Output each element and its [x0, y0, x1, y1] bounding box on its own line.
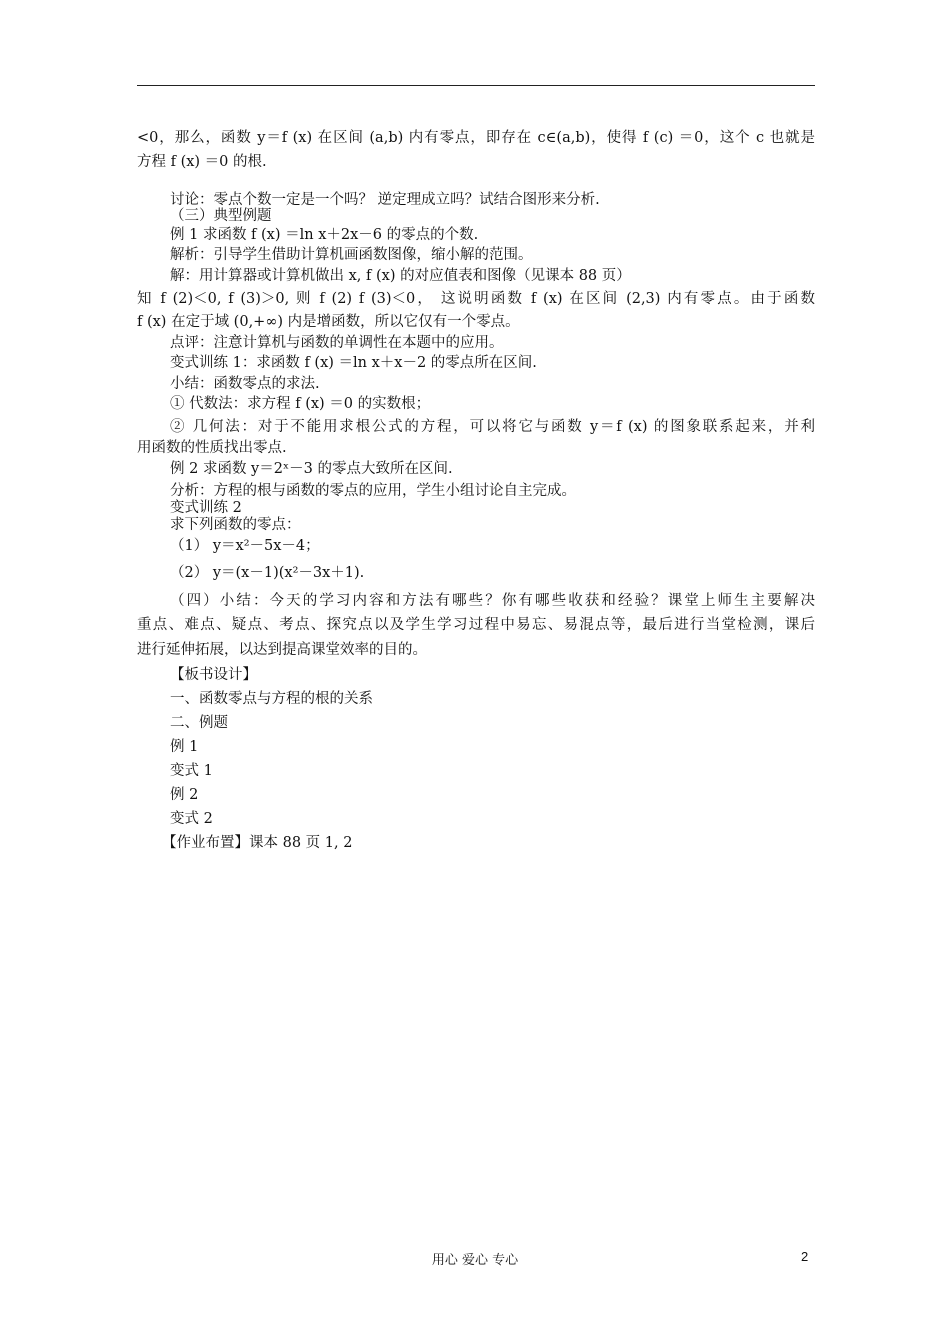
text-line: 二、例题 — [170, 715, 228, 731]
text-line: 解析：引导学生借助计算机画函数图像，缩小解的范围。 — [170, 247, 533, 263]
header-rule — [137, 85, 815, 86]
text-line: 例 2 — [170, 787, 199, 803]
text-line: 变式训练 1：求函数 f (x) ＝ln x＋x－2 的零点所在区间. — [170, 355, 537, 371]
text-line: 进行延伸拓展，以达到提高课堂效率的目的。 — [137, 642, 427, 658]
section-heading: 【作业布置】课本 88 页 1, 2 — [162, 835, 353, 851]
text-line: 点评：注意计算机与函数的单调性在本题中的应用。 — [170, 335, 504, 351]
text-line: 例 1 求函数 f (x) ＝ln x＋2x－6 的零点的个数. — [170, 227, 479, 243]
text-line: 用函数的性质找出零点. — [137, 440, 287, 456]
text-line: （1） y＝x²－5x－4； — [170, 538, 320, 554]
text-line: 变式 1 — [170, 763, 213, 779]
text-line: 解：用计算器或计算机做出 x, f (x) 的对应值表和图像（见课本 88 页） — [170, 268, 631, 284]
text-line: 一、函数零点与方程的根的关系 — [170, 691, 373, 707]
text-line: ② 几何法：对于不能用求根公式的方程，可以将它与函数 y＝f (x) 的图象联系起来，并利 — [170, 419, 815, 435]
text-line: 求下列函数的零点： — [170, 517, 301, 533]
text-line: <0，那么，函数 y＝f (x) 在区间 (a,b) 内有零点，即存在 c∈(a,b)，使得 f (c) ＝0，这个 c 也就是 — [137, 130, 815, 146]
text-line: 例 2 求函数 y＝2ˣ－3 的零点大致所在区间. — [170, 461, 453, 477]
section-heading: 【板书设计】 — [170, 667, 257, 683]
text-line: 知 f (2)＜0, f (3)＞0, 则 f (2) f (3)＜0， 这说明函数 f (x) 在区间 (2,3) 内有零点。由于函数 — [137, 291, 815, 307]
text-line: 例 1 — [170, 739, 199, 755]
text-line: 分析：方程的根与函数的零点的应用，学生小组讨论自主完成。 — [170, 483, 576, 499]
text-line: （四）小结：今天的学习内容和方法有哪些？你有哪些收获和经验？课堂上师生主要解决 — [170, 593, 815, 609]
text-line: ① 代数法：求方程 f (x) ＝0 的实数根； — [170, 396, 431, 412]
text-line: 变式 2 — [170, 811, 213, 827]
page-number: 2 — [801, 1249, 809, 1264]
text-line: f (x) 在定于域 (0,+∞) 内是增函数，所以它仅有一个零点。 — [137, 314, 520, 330]
text-line: 小结：函数零点的求法. — [170, 376, 320, 392]
text-line: （2） y＝(x－1)(x²－3x＋1). — [170, 565, 365, 581]
text-line: 重点、难点、疑点、考点、探究点以及学生学习过程中易忘、易混点等，最后进行当堂检测，课后 — [137, 617, 815, 633]
text-line: 方程 f (x) ＝0 的根. — [137, 154, 267, 170]
text-line: 变式训练 2 — [170, 500, 242, 516]
text-line: 讨论：零点个数一定是一个吗？ 逆定理成立吗？试结合图形来分析. — [170, 192, 600, 208]
page-footer: 用心 爱心 专心 — [431, 1253, 519, 1268]
text-line: （三）典型例题 — [170, 208, 272, 224]
